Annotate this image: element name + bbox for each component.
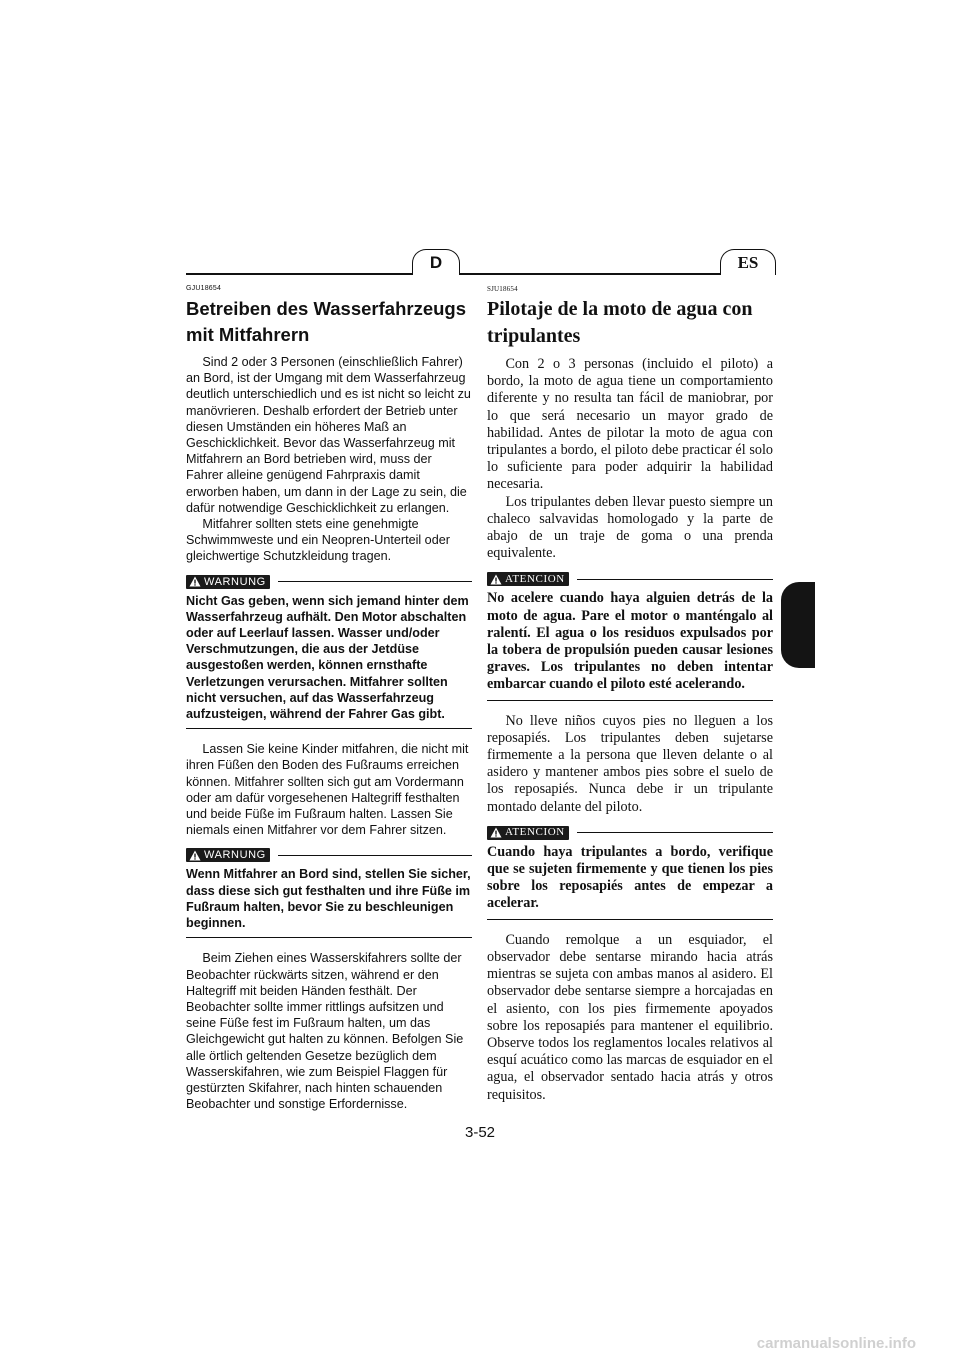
paragraph: Beim Ziehen eines Wasserskifahrers sollte der Beobachter rückwärts sitzen, während er den Haltegriff mit beiden Händen festhält. Der Beobachter sollte immer rittlings aufsitzen und seine Füße fest im Fußraum halten, um das Gleichgewicht gut halten zu können. Befolgen Sie alle örtlich geltenden Gesetze bezüglich dem Wasserskifahren, wie zum Beispiel Flaggen für gestürzten Skifahrer, nach hinten schauenden Beobachter und sonstige Erfordernisse.	[186, 951, 464, 1112]
warning-text: Cuando haya tripulantes a bordo, verifique que se sujeten firmemente y que tienen los pies sobre los reposapiés antes de empezar a acelerar.	[487, 843, 773, 912]
warning-label: WARNUNG	[204, 575, 266, 588]
divider	[186, 937, 472, 938]
divider	[278, 581, 472, 582]
paragraph: Lassen Sie keine Kinder mitfahren, die nicht mit ihren Füßen den Boden des Fußraums erreichen können. Mitfahrer sollten sich gut am Vordermann oder am dafür vorgesehenen Haltegriff festhalten und beide Füße im Fußraum halten. Lassen Sie niemals einen Mitfahrer vor dem Fahrer sitzen.	[186, 742, 469, 838]
divider	[278, 855, 472, 856]
warning-header	[487, 572, 773, 586]
paragraph: Sind 2 oder 3 Personen (einschließlich Fahrer) an Bord, ist der Umgang mit dem Wasserfahrzeug deutlich unterschiedlich und es ist nicht so leicht zu manövrieren. Deshalb erfordert der Betrieb unter diesen Umständen ein höheres Maß an Geschicklichkeit. Bevor das Wasserfahrzeug mit Mitfahrern an Bord betrieben wird, muss der Fahrer alleine genügend Fahrpraxis damit erworben haben, um dann in der Lage zu sein, die dafür notwendige Geschicklichkeit zu erlangen.	[186, 355, 471, 515]
column-german	[186, 284, 472, 1112]
warning-header	[186, 575, 472, 589]
warning-label: ATENCION	[505, 826, 565, 839]
divider	[487, 700, 773, 701]
warning-label: ATENCION	[505, 572, 565, 585]
paragraph: Los tripulantes deben llevar puesto siempre un chaleco salvavidas homologado y la parte de abajo de un traje de goma o una prenda equivalente.	[487, 493, 773, 562]
warning-badge	[186, 575, 270, 589]
page-number: 3-52	[464, 1124, 496, 1141]
section-code: GJU18654	[186, 285, 222, 292]
warning-header	[186, 848, 472, 862]
divider	[487, 919, 773, 920]
warning-text: No acelere cuando haya alguien detrás de la moto de agua. Pare el motor o manténgalo al ralentí. El agua o los residuos expulsados por la tobera de propulsión pueden causar lesiones graves. Los tripulantes no deben intentar embarcar cuando el piloto esté acelerando.	[487, 590, 773, 693]
section-title: Betreiben des Wasserfahrzeugs mit Mitfahrern	[186, 298, 466, 345]
warning-badge	[487, 572, 569, 586]
watermark: carmanualsonline.info	[756, 1335, 916, 1352]
header-rule	[186, 273, 774, 275]
column-spanish	[487, 284, 773, 1104]
divider	[577, 579, 773, 580]
warning-header	[487, 826, 773, 840]
divider	[186, 728, 472, 729]
warning-text: Wenn Mitfahrer an Bord sind, stellen Sie sicher, dass diese sich gut festhalten und ihre Füße im Fußraum halten, bevor Sie zu beschleunigen beginnen.	[186, 867, 471, 931]
warning-triangle-icon	[490, 574, 502, 585]
lang-tab-de: D	[412, 249, 460, 275]
paragraph: No lleve niños cuyos pies no lleguen a los reposapiés. Los tripulantes deben sujetarse firmemente a la persona que lleven delante o al asidero y mantener ambos pies sobre el suelo de los reposapiés. Nunca debe ir un tripulante montado delante del piloto.	[487, 712, 773, 815]
divider	[577, 832, 773, 833]
section-title: Pilotaje de la moto de agua con tripulantes	[487, 298, 753, 347]
warning-triangle-icon	[490, 827, 502, 838]
paragraph: Con 2 o 3 personas (incluido el piloto) a bordo, la moto de agua tiene un comportamiento diferente y no resulta tan fácil de maniobrar, por lo que será necesario un mayor grado de habilidad. Antes de pilotar la moto de agua con tripulantes a bordo, el piloto debe practicar él solo lo suficiente para poder adquirir la habilidad necesaria.	[487, 356, 773, 493]
warning-badge	[487, 826, 569, 840]
warning-text: Nicht Gas geben, wenn sich jemand hinter dem Wasserfahrzeug aufhält. Den Motor abschalten oder auf Leerlauf lassen. Wasser und/oder Verschmutzungen, die aus der Jetdüse ausgestoßen werden, können ernsthafte Verletzungen verursachen. Mitfahrer sollten nicht versuchen, auf das Wasserfahrzeug aufzusteigen, während der Fahrer Gas gibt.	[186, 593, 469, 722]
warning-triangle-icon	[189, 850, 201, 861]
paragraph: Mitfahrer sollten stets eine genehmigte Schwimmweste und ein Neopren-Unterteil oder gleichwertige Schutzkleidung tragen.	[186, 517, 450, 564]
warning-badge	[186, 848, 270, 862]
warning-triangle-icon	[189, 576, 201, 587]
warning-label: WARNUNG	[204, 849, 266, 862]
section-code: SJU18654	[487, 285, 518, 293]
paragraph: Cuando remolque a un esquiador, el observador debe sentarse mirando hacia atrás mientras se sujeta con ambas manos al asidero. El observador debe sentarse siempre a horcajadas en el asiento, con los pies firmemente apoyados sobre los reposapiés para mantener el equilibrio. Observe todos los reglamentos locales relativos al esquí acuático como las marcas de esquiador en el agua, el observador sentado hacia atrás y otros requisitos.	[487, 931, 773, 1103]
chapter-thumb-tab	[781, 582, 815, 668]
lang-tab-es: ES	[720, 249, 776, 275]
